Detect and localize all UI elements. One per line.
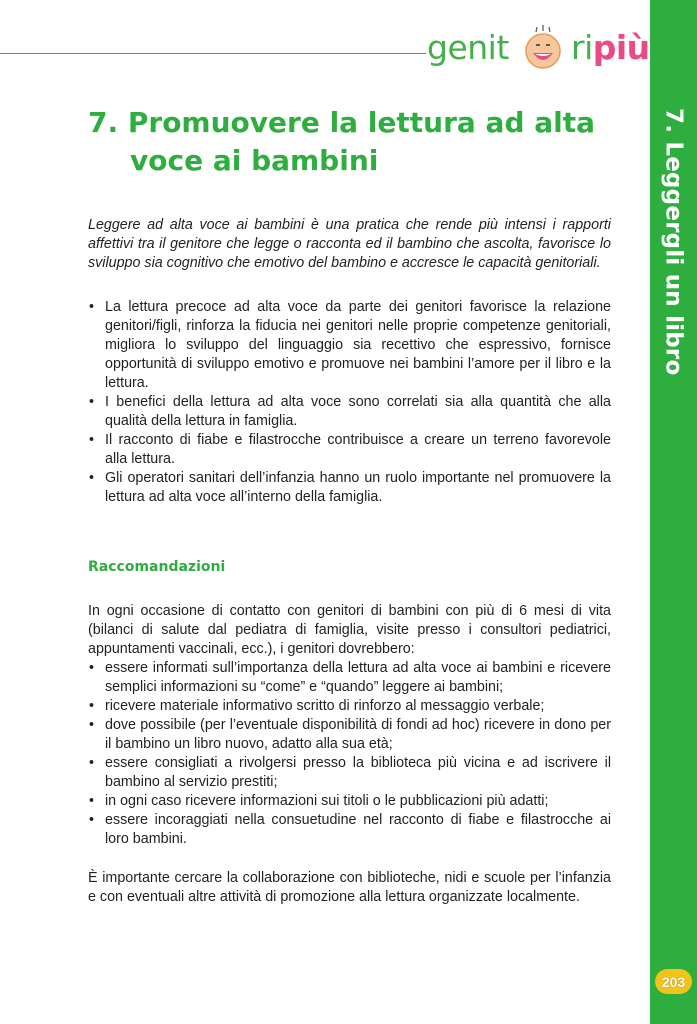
chapter-side-band bbox=[650, 0, 697, 1024]
list-item: • Il racconto di fiabe e filastrocche contribuisce a creare un terreno favorevole alla lettura. bbox=[88, 431, 611, 469]
page-number-badge: 203 bbox=[655, 969, 692, 994]
page-title bbox=[88, 104, 608, 180]
brand-logo bbox=[427, 18, 650, 74]
smiling-face-icon bbox=[518, 23, 568, 73]
list-item: • essere consigliati a rivolgersi presso la biblioteca più vicina e ad iscrivere il bambino al servizio prestiti; bbox=[88, 754, 611, 792]
recommendations-heading: Raccomandazioni bbox=[88, 559, 226, 575]
list-item: • in ogni caso ricevere informazioni sui titoli o le pubblicazioni più adatti; bbox=[88, 792, 611, 811]
list-item: • I benefici della lettura ad alta voce sono correlati sia alla quantità che alla qualità della lettura in famiglia. bbox=[88, 393, 611, 431]
recommendations-list bbox=[88, 659, 611, 849]
header-rule bbox=[0, 53, 426, 54]
list-item: • essere informati sull’importanza della lettura ad alta voce ai bambini e ricevere semplici informazioni su “come” e “quando” leggere ai bambini; bbox=[88, 659, 611, 697]
chapter-title: 7. Leggergli un libro bbox=[660, 108, 687, 376]
list-item: • Gli operatori sanitari dell’infanzia hanno un ruolo importante nel promuovere la lettura ad alta voce all’interno della famiglia. bbox=[88, 469, 611, 507]
title-line-2: voce ai bambini bbox=[130, 144, 379, 177]
list-item: • La lettura precoce ad alta voce da parte dei genitori favorisce la relazione genitori/figli, rinforza la fiducia nei genitori nelle proprie competenze genitoriali, migliora lo sviluppo del linguaggio sia recettivo che espressivo, fornisce opportunità di sviluppo emotivo e promuove nei bambini l’amore per il libro e la lettura. bbox=[88, 298, 611, 393]
intro-paragraph: Leggere ad alta voce ai bambini è una pratica che rende più intensi i rapporti affettivi tra il genitore che legge o racconta ed il bambino che ascolta, favorisce lo sviluppo sia cognitivo che emotivo del bambino e accresce le capacità genitoriali. bbox=[88, 217, 611, 271]
list-item: • essere incoraggiati nella consuetudine nel racconto di fiabe e filastrocche ai loro bambini. bbox=[88, 811, 611, 849]
main-content bbox=[88, 216, 611, 907]
key-points-list bbox=[88, 298, 611, 507]
recommendations-lead: In ogni occasione di contatto con genitori di bambini con più di 6 mesi di vita (bilanci di salute dal pediatra di famiglia, visite presso i consultori pediatrici, appuntamenti vaccinali, ecc.), i genitori dovrebbero: bbox=[88, 603, 611, 657]
list-item: • ricevere materiale informativo scritto di rinforzo al messaggio verbale; bbox=[88, 697, 611, 716]
closing-paragraph: È importante cercare la collaborazione con biblioteche, nidi e scuole per l’infanzia e con eventuali altre attività di promozione alla lettura organizzate localmente. bbox=[88, 870, 611, 905]
list-item: • dove possibile (per l’eventuale disponibilità di fondi ad hoc) ricevere in dono per il bambino un libro nuovo, adatto alla sua età; bbox=[88, 716, 611, 754]
logo-text-left: genit bbox=[427, 28, 509, 67]
title-line-1: 7. Promuovere la lettura ad alta bbox=[88, 106, 596, 139]
logo-text-right: ripiù bbox=[571, 28, 650, 67]
